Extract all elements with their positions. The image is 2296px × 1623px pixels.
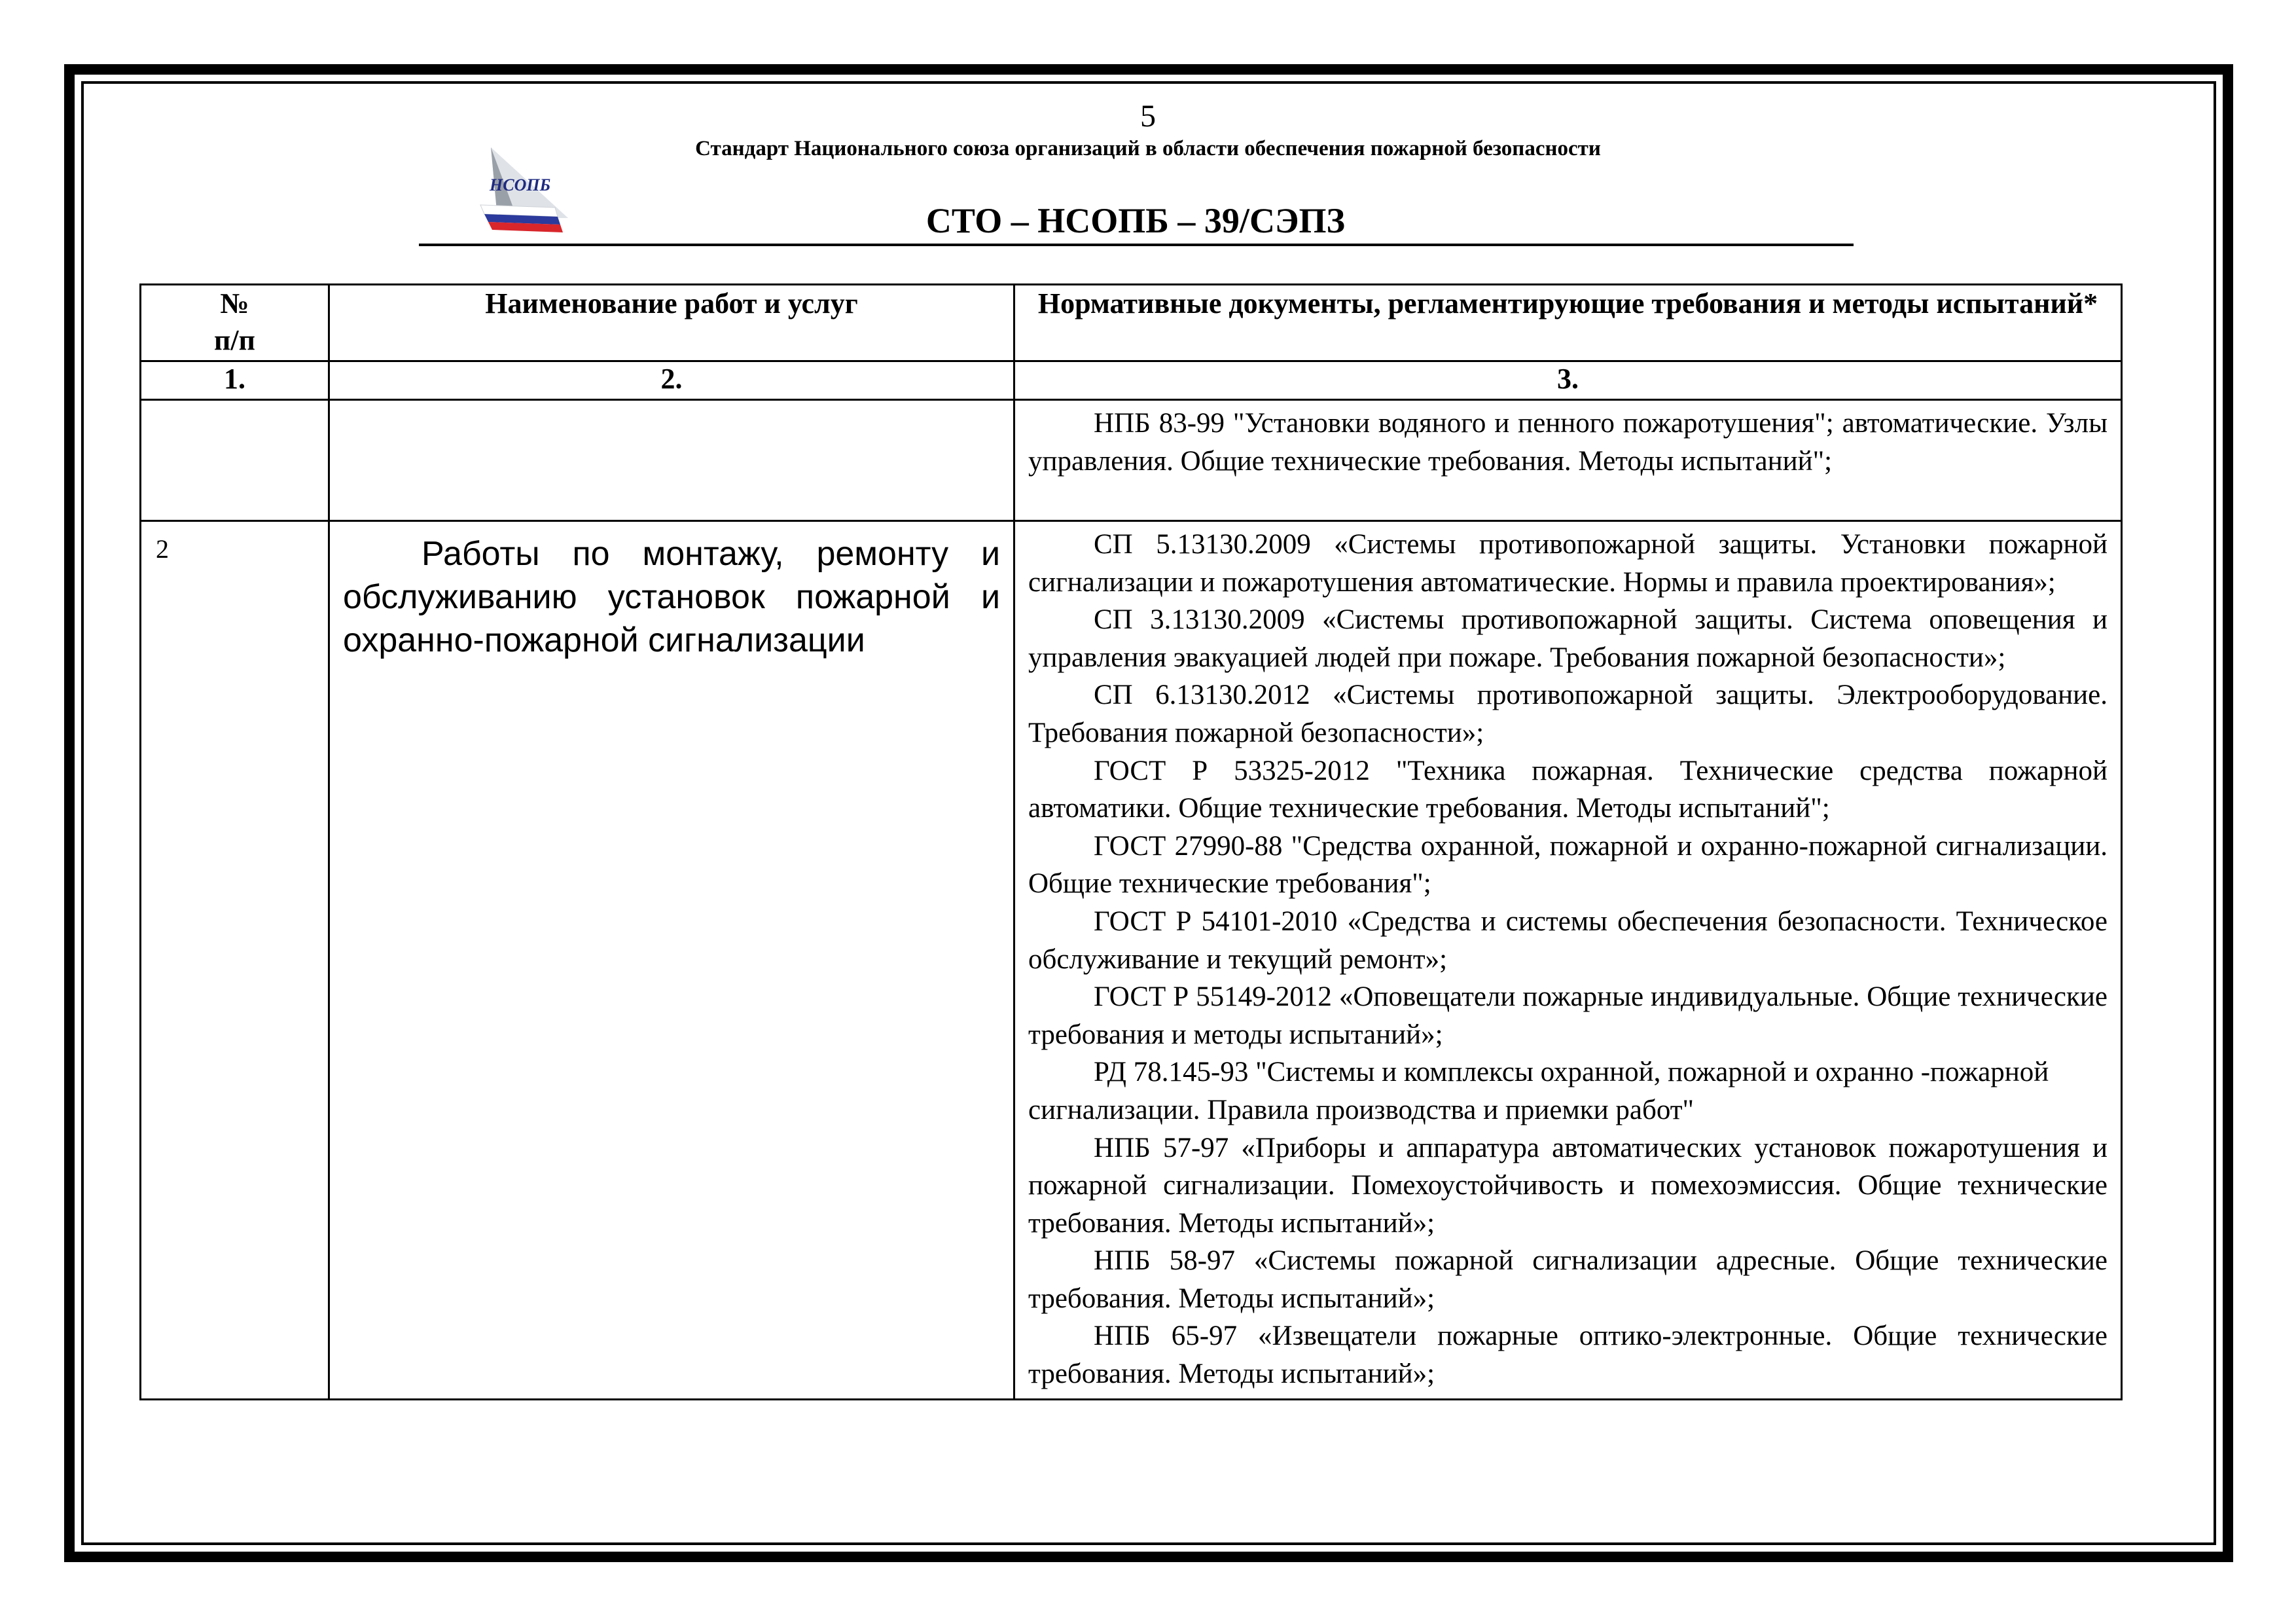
organization-title: Стандарт Национального союза организаций в области обеспечения пожарной безопасности [695,137,1601,160]
row-number [141,400,329,521]
row-number: 2 [141,521,329,1400]
table-header-row [141,285,2122,361]
page-number: 5 [1140,99,1156,134]
reference-item: СП 3.13130.2009 «Системы противопожарной защиты. Система оповещения и управления эвакуацией людей при пожаре. Требования пожарной безопасности»; [1028,604,2108,673]
column-number-row [141,361,2122,400]
reference-item: ГОСТ 27990-88 "Средства охранной, пожарной и охранно-пожарной сигнализации. Общие технические требования"; [1028,830,2108,900]
reference-item: ГОСТ Р 55149-2012 «Оповещатели пожарные индивидуальные. Общие технические требования и методы испытаний»; [1028,981,2108,1050]
references-cell [1014,521,2122,1400]
table-row-2 [141,521,2122,1400]
header-num: № п/п [141,285,329,361]
column-number: 3. [1014,361,2122,400]
reference-item: ГОСТ Р 54101-2010 «Средства и системы обеспечения безопасности. Техническое обслуживание и текущий ремонт»; [1028,905,2108,975]
reference-item: ГОСТ Р 53325-2012 "Техника пожарная. Технические средства пожарной автоматики. Общие технические требования. Методы испытаний"; [1028,755,2108,824]
reference-item: СП 6.13130.2012 «Системы противопожарной защиты. Электрооборудование. Требования пожарной безопасности»; [1028,680,2108,748]
header-docs: Нормативные документы, регламентирующие требования и методы испытаний* [1014,285,2122,361]
table-row-continuation [141,400,2122,521]
document-code: СТО – НСОПБ – 39/СЭПЗ [925,201,1346,240]
work-name: Работы по монтажу, ремонту и обслуживанию установок пожарной и охранно-пожарной сигнализации [329,521,1014,1400]
logo-text: НСОПБ [490,175,551,194]
reference-item: НПБ 83-99 "Установки водяного и пенного пожаротушения"; автоматические. Узлы управления. Общие технические требования. Методы испытаний"; [1028,408,2108,477]
reference-item: НПБ 65-97 «Извещатели пожарные оптико-электронные. Общие технические требования. Методы испытаний»; [1028,1321,2108,1390]
reference-item: НПБ 58-97 «Системы пожарной сигнализации адресные. Общие технические требования. Методы испытаний»; [1028,1245,2108,1314]
references-cell [1014,400,2122,521]
work-name [329,400,1014,521]
column-number: 1. [141,361,329,400]
reference-item: РД 78.145-93 "Системы и комплексы охранной, пожарной и охранно -пожарной сигнализации. Правила производства и приемки работ" [1028,1057,2049,1125]
standards-table [139,283,2123,1400]
reference-item: СП 5.13130.2009 «Системы противопожарной защиты. Установки пожарной сигнализации и пожаротушения автоматические. Нормы и правила проектирования»; [1028,529,2108,598]
header-name: Наименование работ и услуг [329,285,1014,361]
reference-item: НПБ 57-97 «Приборы и аппаратура автоматических установок пожаротушения и пожарной сигнализации. Помехоустойчивость и помехоэмиссия. Общие технические требования. Методы испытаний»; [1028,1132,2108,1239]
column-number: 2. [329,361,1014,400]
header-rule [419,244,1854,246]
